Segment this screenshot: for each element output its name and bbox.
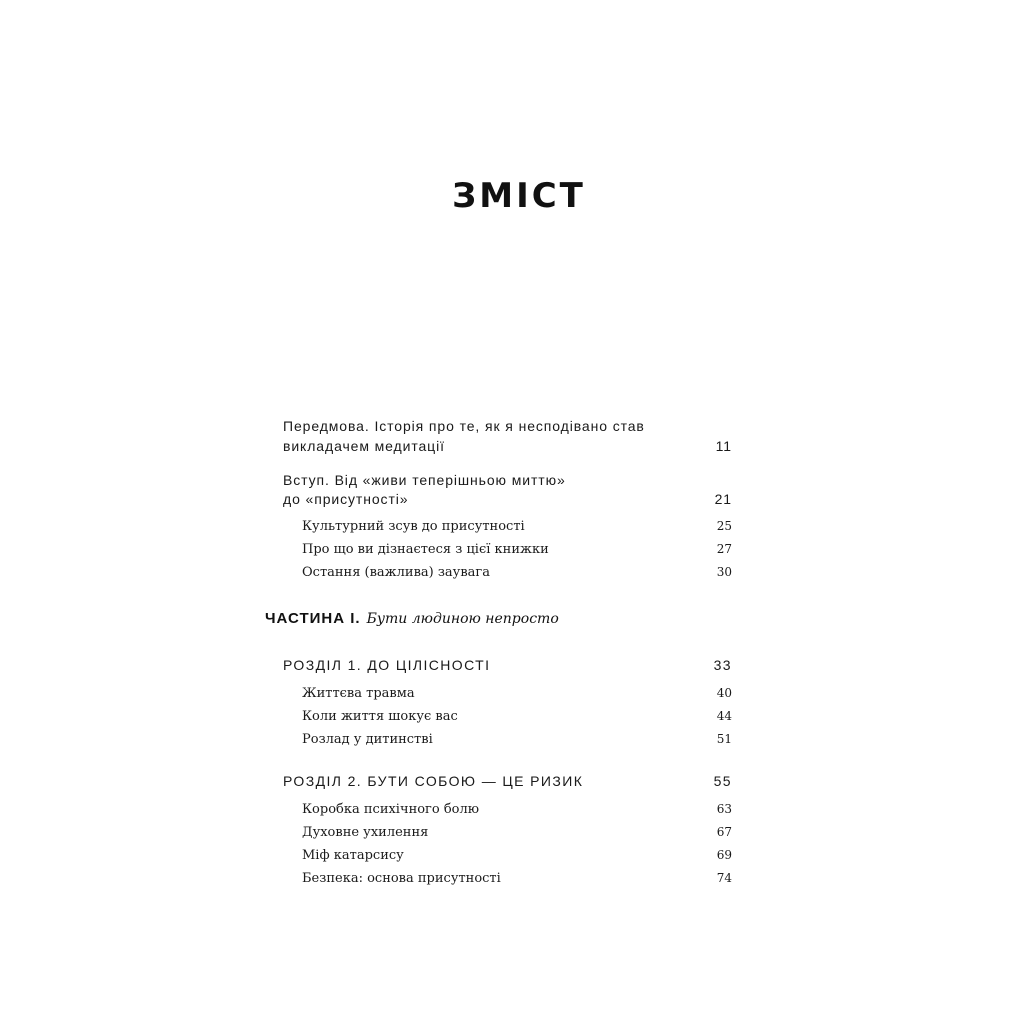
part-subtitle: Бути людиною непросто	[366, 611, 559, 627]
page-number: 30	[716, 565, 732, 579]
toc-entry-title-line1: Передмова. Історія про те, як я несподівано став	[283, 418, 645, 434]
page-number: 69	[716, 848, 732, 862]
toc-subentry-title: Духовне ухилення	[302, 825, 429, 840]
toc-entry-title-line2: до «присутності»	[283, 491, 409, 507]
chapter-title: РОЗДІЛ 1. ДО ЦІЛІСНОСТІ	[283, 657, 491, 673]
page-number: 11	[715, 438, 732, 454]
toc-subentry-title: Про що ви дізнаєтеся з цієї книжки	[302, 542, 549, 557]
page-title: ЗМІСТ	[452, 176, 586, 216]
page-number: 51	[716, 732, 732, 746]
page-number: 40	[716, 686, 732, 700]
toc-entry-title-line2: викладачем медитації	[283, 438, 445, 454]
page-number: 21	[714, 491, 732, 507]
page-number: 63	[716, 802, 732, 816]
toc-entry-title-line1: Вступ. Від «живи теперішньою миттю»	[283, 472, 566, 488]
page-number: 33	[713, 657, 732, 673]
toc-subentry-title: Міф катарсису	[302, 848, 404, 863]
page-number: 67	[716, 825, 732, 839]
page-number: 25	[716, 519, 732, 533]
page-number: 44	[716, 709, 732, 723]
toc-subentry-title: Коли життя шокує вас	[302, 709, 458, 724]
toc-subentry-title: Коробка психічного болю	[302, 802, 480, 817]
page-number: 74	[716, 871, 732, 885]
toc-subentry-title: Життєва травма	[302, 686, 415, 701]
toc-subentry-title: Безпека: основа присутності	[302, 871, 501, 886]
page-number: 55	[713, 773, 732, 789]
toc-subentry-title: Культурний зсув до присутності	[302, 519, 525, 534]
toc-subentry-title: Остання (важлива) заувага	[302, 565, 490, 580]
part-label: ЧАСТИНА І.	[265, 610, 361, 627]
part-heading	[265, 610, 559, 628]
toc-subentry-title: Розлад у дитинстві	[302, 732, 433, 747]
page-number: 27	[716, 542, 732, 556]
chapter-title: РОЗДІЛ 2. БУТИ СОБОЮ — ЦЕ РИЗИК	[283, 773, 584, 789]
